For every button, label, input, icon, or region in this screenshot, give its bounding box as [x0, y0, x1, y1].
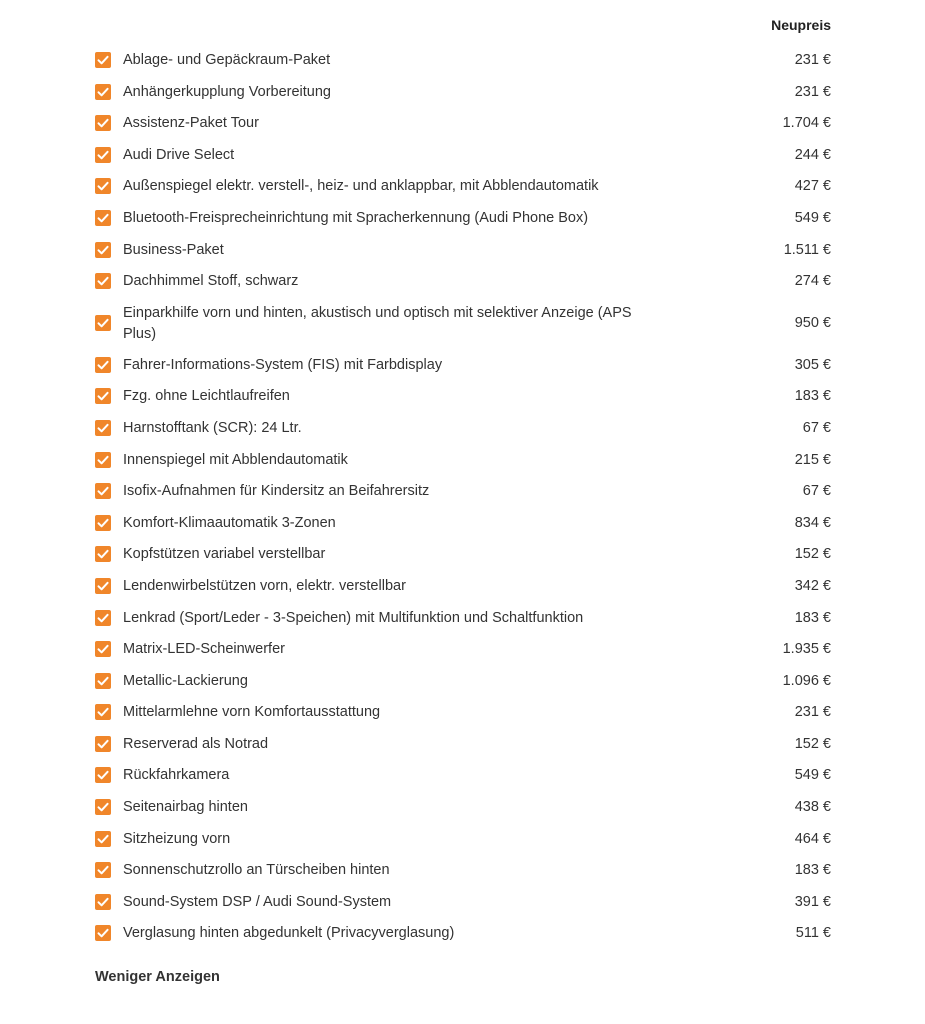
- checked-checkbox-icon[interactable]: [95, 210, 111, 226]
- item-label: Seitenairbag hinten: [123, 799, 248, 816]
- list-item: [0, 886, 925, 918]
- item-price: 1.511 €: [783, 241, 831, 258]
- checked-checkbox-icon[interactable]: [95, 52, 111, 68]
- checked-checkbox-icon[interactable]: [95, 515, 111, 531]
- show-less-link[interactable]: Weniger Anzeigen: [95, 969, 220, 985]
- checked-checkbox-icon[interactable]: [95, 273, 111, 289]
- list-item: [0, 602, 925, 634]
- checked-checkbox-icon[interactable]: [95, 862, 111, 878]
- list-item: [0, 633, 925, 665]
- list-item: [0, 234, 925, 266]
- item-price: 427 €: [794, 178, 831, 195]
- item-price: 342 €: [794, 577, 831, 594]
- item-price: 305 €: [794, 356, 831, 373]
- item-label: Ablage- und Gepäckraum-Paket: [123, 52, 331, 68]
- item-label: Isofix-Aufnahmen für Kindersitz an Beifahrersitz: [123, 483, 430, 500]
- checked-checkbox-icon[interactable]: [95, 767, 111, 783]
- item-label: Business-Paket: [123, 241, 224, 258]
- item-price: 67 €: [802, 419, 831, 436]
- item-price: 231 €: [794, 52, 831, 68]
- item-label: Matrix-LED-Scheinwerfer: [123, 641, 285, 658]
- checked-checkbox-icon[interactable]: [95, 736, 111, 752]
- item-label: Verglasung hinten abgedunkelt (Privacyverglasung): [123, 925, 455, 942]
- item-price: 274 €: [794, 273, 831, 290]
- item-label: Mittelarmlehne vorn Komfortausstattung: [123, 704, 381, 721]
- item-price: 438 €: [794, 799, 831, 816]
- item-price: 1.096 €: [782, 672, 831, 689]
- checked-checkbox-icon[interactable]: [95, 894, 111, 910]
- item-price: 834 €: [794, 514, 831, 531]
- checked-checkbox-icon[interactable]: [95, 357, 111, 373]
- checked-checkbox-icon[interactable]: [95, 610, 111, 626]
- price-column-header: [0, 17, 831, 37]
- checked-checkbox-icon[interactable]: [95, 315, 111, 331]
- item-label: Harnstofftank (SCR): 24 Ltr.: [123, 419, 302, 436]
- list-item: [0, 917, 925, 949]
- item-price: 183 €: [794, 862, 831, 879]
- checked-checkbox-icon[interactable]: [95, 831, 111, 847]
- item-label: Metallic-Lackierung: [123, 672, 248, 689]
- list-item: [0, 823, 925, 855]
- list-item: [0, 202, 925, 234]
- item-label: Assistenz-Paket Tour: [123, 115, 259, 132]
- item-price: 464 €: [794, 830, 831, 847]
- item-price: 215 €: [794, 451, 831, 468]
- checked-checkbox-icon[interactable]: [95, 546, 111, 562]
- list-item: [0, 759, 925, 791]
- equipment-list: [0, 44, 925, 949]
- checked-checkbox-icon[interactable]: [95, 147, 111, 163]
- list-item: [0, 444, 925, 476]
- item-label: Fzg. ohne Leichtlaufreifen: [123, 388, 290, 405]
- item-price: 950 €: [794, 314, 831, 331]
- item-price: 511 €: [795, 925, 831, 942]
- checked-checkbox-icon[interactable]: [95, 578, 111, 594]
- item-label: Anhängerkupplung Vorbereitung: [123, 83, 331, 100]
- checked-checkbox-icon[interactable]: [95, 799, 111, 815]
- item-price: 391 €: [794, 893, 831, 910]
- item-label: Sonnenschutzrollo an Türscheiben hinten: [123, 862, 390, 879]
- item-label: Bluetooth-Freisprecheinrichtung mit Spracherkennung (Audi Phone Box): [123, 209, 589, 226]
- item-label: Lenkrad (Sport/Leder - 3-Speichen) mit Multifunktion und Schaltfunktion: [123, 609, 584, 626]
- checked-checkbox-icon[interactable]: [95, 388, 111, 404]
- item-label: Sound-System DSP / Audi Sound-System: [123, 893, 392, 910]
- item-label: Innenspiegel mit Abblendautomatik: [123, 451, 348, 468]
- checked-checkbox-icon[interactable]: [95, 673, 111, 689]
- item-price: 67 €: [802, 483, 831, 500]
- list-item: [0, 76, 925, 108]
- checked-checkbox-icon[interactable]: [95, 420, 111, 436]
- list-item: [0, 570, 925, 602]
- list-item: [0, 507, 925, 539]
- checked-checkbox-icon[interactable]: [95, 242, 111, 258]
- checked-checkbox-icon[interactable]: [95, 641, 111, 657]
- item-price: 152 €: [794, 546, 831, 563]
- item-price: 231 €: [794, 704, 831, 721]
- item-label: Sitzheizung vorn: [123, 830, 231, 847]
- list-item: [0, 107, 925, 139]
- list-item: [0, 380, 925, 412]
- item-label: Fahrer-Informations-System (FIS) mit Farbdisplay: [123, 356, 443, 373]
- item-price: 549 €: [794, 209, 831, 226]
- list-item: [0, 349, 925, 381]
- list-item: [0, 696, 925, 728]
- item-label: Rückfahrkamera: [123, 767, 230, 784]
- item-price: 183 €: [794, 609, 831, 626]
- list-item: [0, 538, 925, 570]
- item-label: Dachhimmel Stoff, schwarz: [123, 273, 299, 290]
- item-label: Kopfstützen variabel verstellbar: [123, 546, 326, 563]
- item-price: 231 €: [794, 83, 831, 100]
- list-item: [0, 412, 925, 444]
- list-item: [0, 170, 925, 202]
- item-price: 1.935 €: [782, 641, 831, 658]
- item-label: Lendenwirbelstützen vorn, elektr. verstellbar: [123, 577, 406, 594]
- item-label: Außenspiegel elektr. verstell-, heiz- und anklappbar, mit Abblendautomatik: [123, 178, 599, 195]
- item-price: 1.704 €: [782, 115, 831, 132]
- item-price: 549 €: [794, 767, 831, 784]
- item-label: Reserverad als Notrad: [123, 735, 269, 752]
- list-item: [0, 791, 925, 823]
- list-item: [0, 475, 925, 507]
- item-price: 183 €: [794, 388, 831, 405]
- price-column-title: Neupreis: [771, 17, 831, 33]
- item-price: 244 €: [794, 146, 831, 163]
- checked-checkbox-icon[interactable]: [95, 925, 111, 941]
- checked-checkbox-icon[interactable]: [95, 84, 111, 100]
- list-item: [0, 297, 925, 349]
- list-item: [0, 728, 925, 760]
- item-label: Audi Drive Select: [123, 146, 235, 163]
- checked-checkbox-icon[interactable]: [95, 178, 111, 194]
- list-item: [0, 265, 925, 297]
- checked-checkbox-icon[interactable]: [95, 704, 111, 720]
- checked-checkbox-icon[interactable]: [95, 483, 111, 499]
- checked-checkbox-icon[interactable]: [95, 452, 111, 468]
- list-item: [0, 665, 925, 697]
- list-item: [0, 44, 925, 76]
- item-label: Einparkhilfe vorn und hinten, akustisch und optisch mit selektiver Anzeige (APS Plus): [123, 304, 632, 342]
- list-item: [0, 854, 925, 886]
- item-price: 152 €: [794, 735, 831, 752]
- checked-checkbox-icon[interactable]: [95, 115, 111, 131]
- list-item: [0, 139, 925, 171]
- item-label: Komfort-Klimaautomatik 3-Zonen: [123, 514, 336, 531]
